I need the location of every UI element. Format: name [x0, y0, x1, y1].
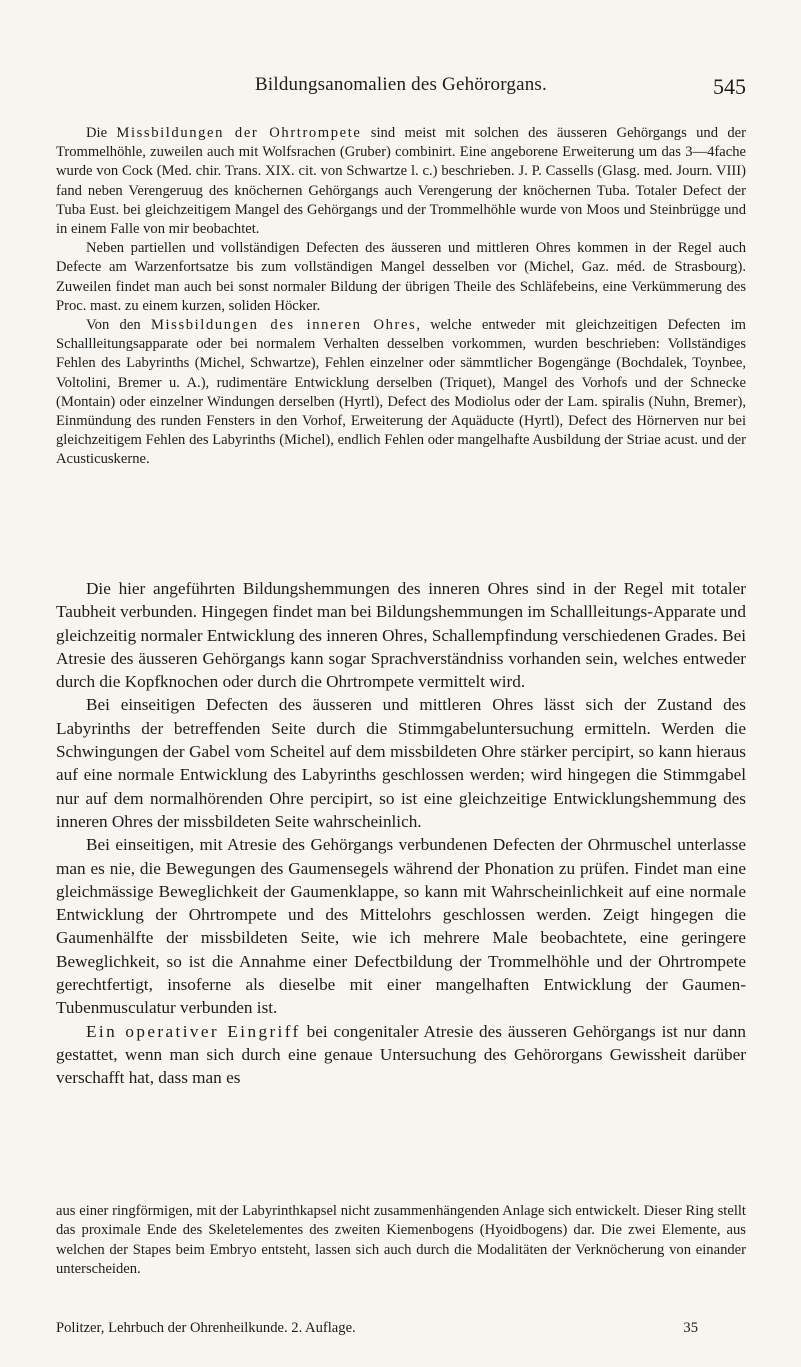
- paragraph-eingriff: [56, 1020, 746, 1090]
- paragraph-inneres-ohr: [56, 316, 746, 470]
- paragraph-text: , welche entweder mit gleichzeitigen Defecten im Schallleitungsapparate oder bei normalem Verhalten desselben vorkommen, wurden beschrieben: Vollständiges Fehlen des Labyrinths (Michel, Schwartze), Fehlen einzelner oder sämmtlicher Bogengänge (Bochdalek, Toynbee, Voltolini, Bremer u. A.), rudimentäre Entwicklung derselben (Triquet), Mangel des Vorhofs und der Schnecke (Montain) oder einzelner Windungen derselben (Hyrtl), Defect des Modiolus oder der Lam. spiralis (Nuhn, Bremer), Einmündung des runden Fensters in den Vorhof, Erweiterung der Aquäducte (Hyrtl), Defect des Hörnerven nur bei gleichzeitigem Fehlen des Labyrinths (Michel), endlich Fehlen oder mangelhafte Ausbildung der Striae acust. und der Acusticuskerne.: [56, 317, 746, 468]
- paragraph-text: bei congenitaler Atresie des äusseren Gehörgangs ist nur dann gestattet, wenn man sich durch eine genaue Untersuchung des Gehörorgans Gewissheit darüber verschafft hat, dass man es: [56, 1021, 746, 1088]
- main-text-block: [56, 577, 746, 1090]
- running-title: Bildungsanomalien des Gehörorgans.: [255, 74, 547, 95]
- page-number: 545: [713, 74, 746, 99]
- footnote: [56, 1202, 746, 1280]
- paragraph-ohrtrompete: [56, 124, 746, 239]
- paragraph-lead: Die: [86, 125, 117, 141]
- paragraph-warzenfortsatz: Neben partiellen und vollständigen Defecten des äusseren und mittleren Ohres kommen in der Regel auch Defecte am Warzenfortsatze bis zum vollständigen Mangel desselben vor (Michel, Gaz. méd. de Strasbourg). Zuweilen findet man auch bei sonst normaler Bildung der übrigen Theile des Schläfebeins, eine Verkümmerung des Proc. mast. zu einem kurzen, soliden Höcker.: [56, 240, 746, 314]
- emphasis-term: Ein operativer Eingriff: [86, 1021, 301, 1041]
- emphasis-term: Missbildungen des inneren Ohres: [150, 317, 417, 334]
- paragraph-taubheit: Die hier angeführten Bildungshemmungen des inneren Ohres sind in der Regel mit totaler Taubheit verbunden. Hingegen findet man bei Bildungshemmungen im Schallleitungs-Apparate und gleichzeitig normaler Entwicklung des inneren Ohres, Schallempfindung verschiedenen Grades. Bei Atresie des äusseren Gehörgangs kann sogar Sprachverständniss vorhanden sein, welches entweder durch die Kopfknochen oder durch die Ohrtrompete vermittelt wird.: [56, 579, 746, 692]
- book-reference: Politzer, Lehrbuch der Ohrenheilkunde. 2. Auflage.: [56, 1320, 356, 1336]
- small-print-block: [56, 124, 746, 470]
- page-footer: [56, 1320, 746, 1342]
- paragraph-stimmgabel: Bei einseitigen Defecten des äusseren und mittleren Ohres lässt sich der Zustand des Labyrinths der betreffenden Seite durch die Stimmgabeluntersuchung ermitteln. Werden die Schwingungen der Gabel vom Scheitel auf dem missbildeten Ohre stärker percipirt, so kann hieraus auf eine normale Entwicklung des Labyrinths geschlossen werden; wird hingegen die Stimmgabel nur auf dem normalhörenden Ohre percipirt, so ist eine gleichzeitige Entwicklungshemmung des inneren Ohres der missbildeten Seite wahrscheinlich.: [56, 695, 746, 831]
- signature-mark: 35: [683, 1320, 698, 1336]
- paragraph-text: sind meist mit solchen des äusseren Gehörgangs und der Trommelhöhle, zuweilen auch mit Wolfsrachen (Gruber) combinirt. Eine angeborene Erweiterung um das 3—4fache wurde von Cock (Med. chir. Trans. XIX. cit. von Schwartze l. c.) beschrieben. J. P. Cassells (Glasg. med. Journ. VIII) fand neben Verengeruug des knöchernen Gehörgangs auch Verengerung der knöchernen Tuba. Totaler Defect der Tuba Eust. bei gleichzeitigem Mangel des Gehörgangs und der Trommelhöhle wurde von Moos und Steinbrügge und in einem Falle von mir beobachtet.: [56, 125, 746, 238]
- paragraph-lead: Von den: [86, 317, 151, 334]
- page-header: [56, 66, 746, 106]
- footnote-text: aus einer ringförmigen, mit der Labyrinthkapsel nicht zusammenhängenden Anlage sich entwickelt. Dieser Ring stellt das proximale Ende des Skeletelementes des zweiten Kiemenbogens (Hyoidbogens) dar. Die zwei Elemente, aus welchen der Stapes beim Embryo entsteht, lassen sich auch durch die Modalitäten der Verknöcherung von einander unterscheiden.: [56, 1203, 746, 1278]
- paragraph-gaumensegel: Bei einseitigen, mit Atresie des Gehörgangs verbundenen Defecten der Ohrmuschel unterlasse man es nie, die Bewegungen des Gaumensegels während der Phonation zu prüfen. Findet man eine gleichmässige Beweglichkeit der Gaumenklappe, so kann mit Wahrscheinlichkeit auf eine normale Entwicklung der Ohrtrompete und des Mittelohrs geschlossen werden. Zeigt hingegen die Gaumenhälfte der missbildeten Seite, wie ich mehrere Male beobachtete, eine geringere Beweglichkeit, so ist die Annahme einer Defectbildung der Trommelhöhle und der Ohrtrompete gerechtfertigt, insoferne als dieselbe mit einer mangelhaften Entwicklung der Gaumen-Tubenmusculatur verbunden ist.: [56, 835, 746, 1018]
- emphasis-term: Missbildungen der Ohrtrompete: [116, 125, 362, 141]
